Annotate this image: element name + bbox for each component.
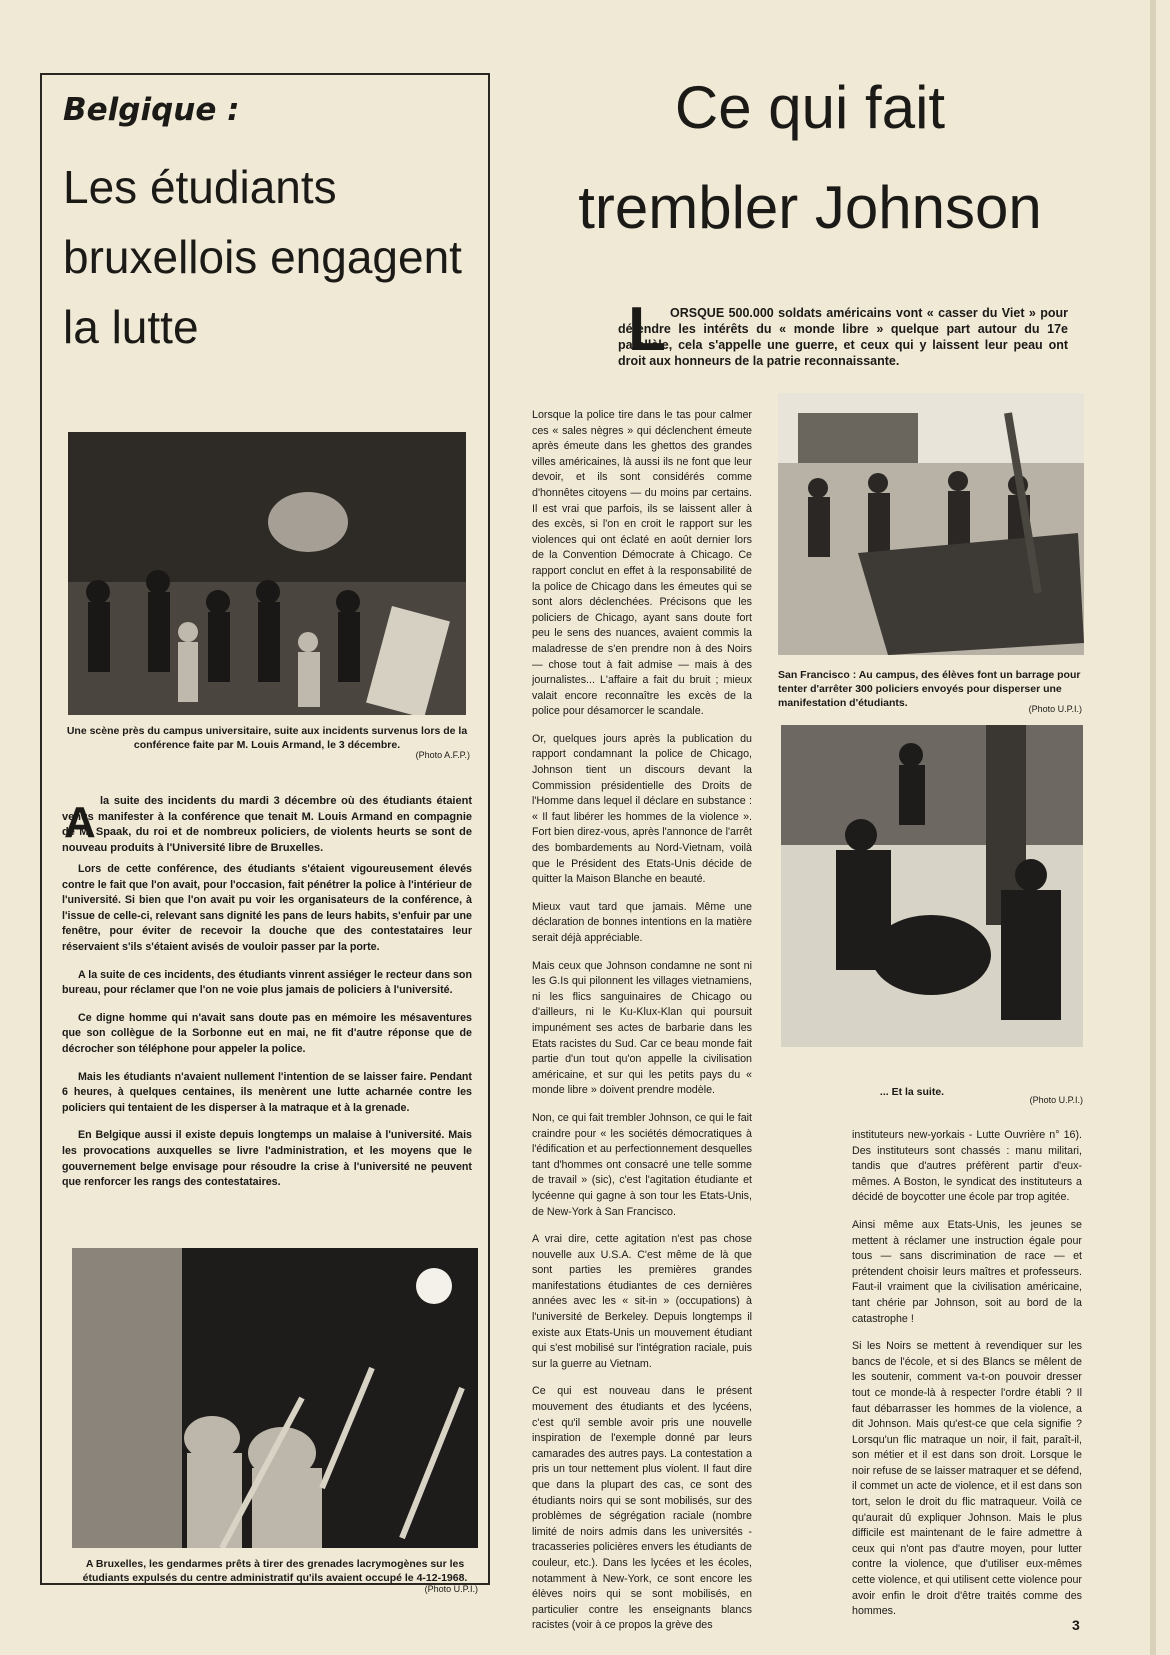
- johnson-drop-cap: L: [628, 295, 666, 364]
- belgium-paragraph: En Belgique aussi il existe depuis longtemps un malaise à l'université. Mais les provocations auxquelles se livre l'administration, et les moyens que le gouvernement belge envisage pour résoudre la crise à l'université ne peuvent que renforcer les rangs des contestataires.: [62, 1129, 472, 1189]
- johnson-headline-line1: Ce qui fait: [674, 74, 946, 141]
- johnson-paragraph: A vrai dire, cette agitation n'est pas chose nouvelle aux U.S.A. C'est même de là que sont parties les premières grandes manifestations étudiantes de ces dernières années avec les « sit-in » (occupations) à l'université de Berkeley. Depuis longtemps il existe aux Etats-Unis un mouvement étudiant qui s'est mobilisé sur l'intégration raciale, puis sur la guerre au Vietnam.: [532, 1233, 752, 1370]
- photo-san-francisco: [778, 393, 1084, 655]
- johnson-paragraph: Ce qui est nouveau dans le présent mouvement des étudiants et des lycéens, c'est qu'il semble avoir pris une nouvelle inspiration de l'exemple donné par leurs camarades des autres pays. La contestation a pris un tour nettement plus violent. Il faut dire que dans la plupart des cas, ce sont des étudiants noirs qui se sont mobilisés, sur des problèmes de ségrégation raciale (nombre limité de noirs admis dans les universités - tracasseries policières envers les étudiants de couleur, etc.). Dans les lycées et les écoles, notamment à New-York, ce sont encore les élèves noirs qui se sont mobilisés, en particulier contre les enseignants blancs racistes (voir à ce propos la grève des: [532, 1385, 752, 1632]
- lead-drop-cap: A: [64, 798, 96, 847]
- johnson-paragraph: Mais ceux que Johnson condamne ne sont ni les G.Is qui pilonnent les villages vietnamiens, ni les flics sanguinaires de Chicago ou d'ailleurs, ni le Ku-Klux-Klan qui poursuit impunément ses actes de barbarie dans les Etats racistes du Sud. Car ce beau monde fait partie d'un tout qu'on appelle la civilisation américaine, et sur qui les petits pays du « monde libre » doivent prendre modèle.: [532, 959, 752, 1097]
- johnson-lead-paragraph: ORSQUE 500.000 soldats américains vont « casser du Viet » pour défendre les intérêts du « monde libre » quelque part autour du 17e parallèle, cela s'appelle une guerre, et ceux qui y laissent leur peau ont droit aux honneurs de la patrie reconnaissante.: [618, 306, 1068, 368]
- johnson-paragraph: Mieux vaut tard que jamais. Même une déclaration de bonnes intentions en la matière serait déjà appréciable.: [532, 900, 752, 944]
- johnson-column-2: [852, 1128, 1082, 1632]
- johnson-paragraph: Si les Noirs se mettent à revendiquer sur les bancs de l'école, et si des Blancs se mêlent de les soutenir, comment va-t-on pouvoir dresser tout ce monde-là à respecter l'ordre établi ? Il faut débarrasser les hommes de la violence, a dit Johnson. Mais qu'est-ce que cela signifie ? Lorsqu'un flic matraque un noir, il fait, paraît-il, son métier et il est dans son droit. Lorsque le noir refuse de se laisser matraquer et se défend, il commet un acte de violence, et il est dans son tort, selon le droit du flic matraqueur. Voilà ce qu'aurait dû expliquer Johnson. Mais le plus difficile est maintenant de le faire admettre à ceux qui n'ont pas d'autre moyen, pour lutter contre la violence, que d'utiliser eux-mêmes cette violence, et qui utilisent cette violence pour avoir enfin le droit d'être traités comme des hommes.: [852, 1340, 1082, 1618]
- belgium-body: [62, 862, 472, 1203]
- photo-police-arrest: [781, 725, 1083, 1047]
- belgium-paragraph: A la suite de ces incidents, des étudiants vinrent assiéger le recteur dans son bureau, pour réclamer que l'on ne voie plus jamais de policiers à l'université.: [62, 968, 472, 997]
- photo-police-arrest-caption: ... Et la suite.: [879, 1086, 945, 1098]
- johnson-paragraph: Or, quelques jours après la publication du rapport condamnant la police de Chicago, Johnson tient un discours devant la Commission présidentielle des Droits de l'Homme dans lequel il déclare en substance : « Il faut libérer les hommes de la violence ». Fort bien direz-vous, après l'annonce de l'arrêt des bombardements au Nord-Vietnam, voilà que le Président des Etats-Unis décide de quitter la Maison Blanche en beauté.: [532, 732, 752, 886]
- johnson-paragraph: Ainsi même aux Etats-Unis, les jeunes se mettent à réclamer une instruction égale pour tous — sans discrimination de race — et prétendent choisir leurs maîtres et professeurs. Faut-il vraiment que la civilisation américaine, tant chérie par Johnson, soit au bord de la catastrophe !: [852, 1218, 1082, 1325]
- photo-police-arrest-credit: (Photo U.P.I.): [1029, 1095, 1083, 1105]
- photo-gendarmes-credit: (Photo U.P.I.): [424, 1584, 478, 1594]
- page-number: 3: [1072, 1617, 1080, 1633]
- photo-campus-scene-image: [68, 432, 466, 715]
- photo-police-arrest-image: [781, 725, 1083, 1047]
- belgium-paragraph: Mais les étudiants n'avaient nullement l'intention de se laisser faire. Pendant 6 heures, à quelques centaines, ils menèrent une lutte acharnée contre les policiers qui tentaient de les disperser à la matraque et à la grenade.: [62, 1070, 472, 1114]
- belgium-headline: Les étudiants bruxellois engagent la lutte: [63, 161, 462, 353]
- photo-campus-credit: (Photo A.F.P.): [415, 750, 470, 760]
- page-edge: [1150, 0, 1156, 1655]
- photo-san-francisco-image: [778, 393, 1084, 655]
- belgium-paragraph: Ce digne homme qui n'avait sans doute pas en mémoire les mésaventures que son collègue de la Sorbonne eut en mai, ne fit d'autre réponse que de décrocher son téléphone pour appeler la police.: [62, 1011, 472, 1055]
- johnson-column-1: [532, 408, 752, 1646]
- photo-campus-scene: [68, 432, 466, 715]
- photo-san-francisco-caption: San Francisco : Au campus, des élèves font un barrage pour tenter d'arrêter 300 policiers envoyés pour disperser une manifestation d'étudiants.: [778, 669, 1081, 709]
- johnson-headline-line2: trembler Johnson: [578, 174, 1042, 241]
- photo-gendarmes-image: [72, 1248, 478, 1548]
- belgium-lead-paragraph: la suite des incidents du mardi 3 décembre où des étudiants étaient venus manifester à la conférence que tenait M. Louis Armand en compagnie de M. Spaak, du roi et de nombreux policiers, de violents heurts se sont de nouveau produits à l'Université libre de Bruxelles.: [62, 795, 472, 854]
- johnson-paragraph: Non, ce qui fait trembler Johnson, ce qui le fait craindre pour « les sociétés démocratiques à l'édification et au perfectionnement desquelles tant d'hommes ont consacré une telle somme de travail » (sic), c'est l'agitation étudiante et lycéenne qui gagne à son tour les Etats-Unis, de New-York à San Francisco.: [532, 1111, 752, 1218]
- photo-gendarmes-caption: A Bruxelles, les gendarmes prêts à tirer des grenades lacrymogènes sur les étudiants expulsés du centre administratif qu'ils avaient occupé le 4-12-1968.: [82, 1558, 468, 1584]
- article-kicker: Belgique :: [63, 92, 240, 128]
- photo-gendarmes: [72, 1248, 478, 1548]
- photo-san-francisco-credit: (Photo U.P.I.): [1028, 704, 1082, 714]
- belgium-paragraph: Lors de cette conférence, des étudiants s'étaient vigoureusement élevés contre le fait que l'on avait, pour l'occasion, fait pénétrer la police à l'intérieur de l'université. Si bien que l'on avait pu voir les organisateurs de la conférence, à l'issue de celle-ci, relevant sans dignité les pans de leurs habits, s'enfuir par une fenêtre, pour éviter de recevoir la douche que des contestataires leur réservaient s'ils s'étaient avisés de vouloir passer par la porte.: [62, 863, 472, 953]
- johnson-paragraph: Lorsque la police tire dans le tas pour calmer ces « sales nègres » qui déclenchent émeute après émeute dans les ghettos des grandes villes américaines, là aussi ils ne font que leur devoir, et ils sont considérés comme d'honnêtes citoyens — du moins par certains. Il est vrai que parfois, ils se laissent aller à des excès, si l'on en croit le rapport sur les violences qui ont éclaté en août dernier lors de la Convention Démocrate à Chicago. Ce rapport conclut en effet à la responsabilité de la police de Chicago dans les émeutes qui se sont alors déclenchées. Précisons que les policiers de Chicago, ayant sans doute fort peu le sens des nuances, avaient commis la maladresse de s'en prendre non à des Noirs — chose tout à fait admise — mais à des journalistes... L'affaire a fait du bruit ; mieux valait encore reconnaître les excès de la police pour désamorcer le scandale.: [532, 409, 752, 718]
- johnson-paragraph: instituteurs new-yorkais - Lutte Ouvrière n° 16). Des instituteurs sont chassés : manu militari, tandis que d'autres préfèrent partir d'eux-mêmes. A Boston, le syndicat des instituteurs a décidé de boycotter une école par trop agitée.: [852, 1129, 1082, 1204]
- photo-campus-caption: Une scène près du campus universitaire, suite aux incidents survenus lors de la conférence faite par M. Louis Armand, le 3 décembre.: [66, 725, 468, 751]
